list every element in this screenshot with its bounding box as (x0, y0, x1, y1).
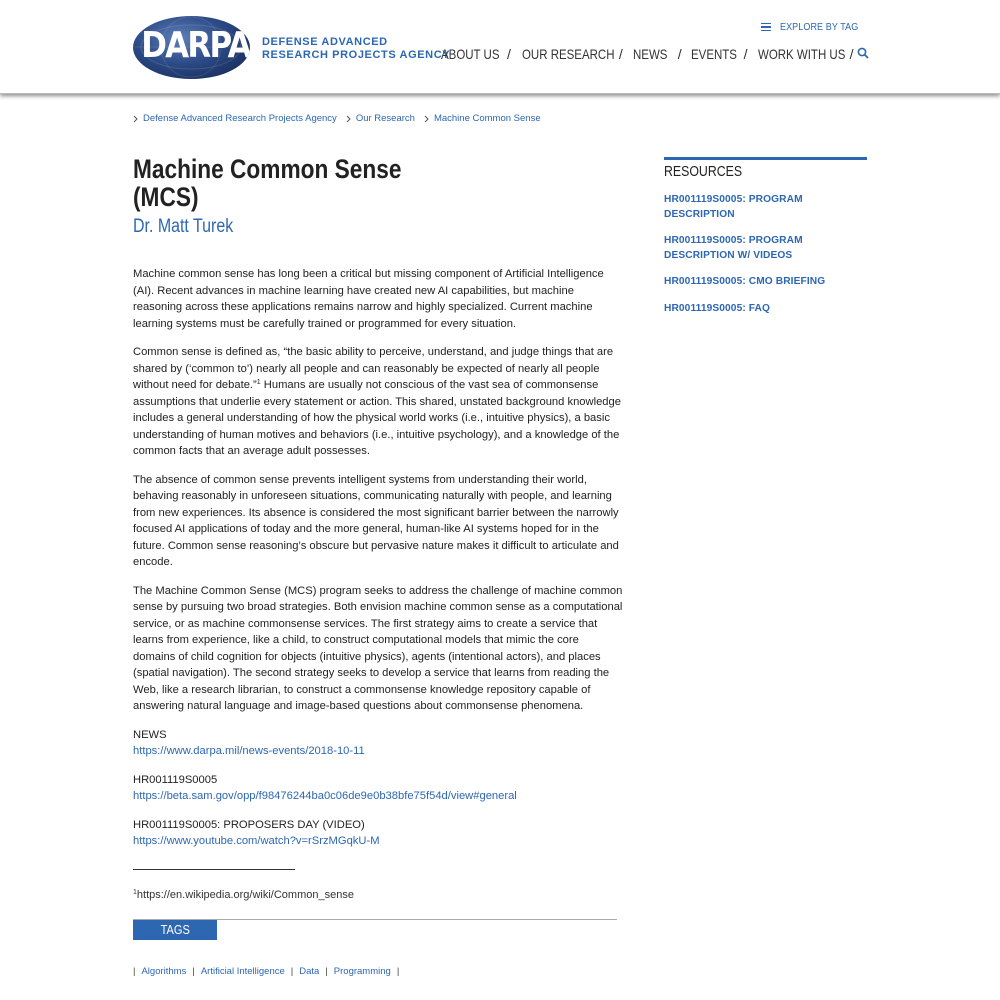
nav-separator: / (618, 46, 623, 62)
agency-name[interactable] (262, 36, 450, 62)
nav-separator: / (743, 46, 748, 62)
site-header (0, 0, 1000, 94)
nav-our-research[interactable]: OUR RESEARCH (521, 46, 615, 62)
nav-about-us[interactable]: ABOUT US (441, 46, 500, 62)
article-body (133, 266, 623, 862)
darpa-logo[interactable] (133, 16, 250, 79)
hamburger-menu-icon (761, 23, 771, 31)
chevron-right-icon (133, 115, 138, 123)
footnote-divider (133, 869, 295, 870)
tag-data[interactable]: Data (299, 966, 320, 977)
resources-heading: RESOURCES (664, 164, 743, 180)
related-link-video (133, 817, 623, 850)
paragraph-1: Machine common sense has long been a critical but missing component of Artificial Intelligence (AI). Recent advances in machine learning have created new AI capabilities, but machine reasoning across these applications remains narrow and highly specialized. Current machine learning systems must be carefully trained or programmed for every situation. (133, 268, 604, 330)
tag-separator: | (133, 966, 136, 977)
nav-separator: / (677, 46, 682, 62)
resource-program-description[interactable]: HR001119S0005: PROGRAM DESCRIPTION (664, 194, 803, 220)
breadcrumb-current[interactable]: Machine Common Sense (433, 113, 541, 124)
agency-line-1: DEFENSE ADVANCED (262, 36, 388, 48)
footnote-text: https://en.wikipedia.org/wiki/Common_sense (136, 889, 354, 901)
paragraph-3: The absence of common sense prevents intelligent systems from understanding their world, behaving reasonably in unforeseen situations, communicating naturally with people, and learning from new experiences. Its absence is considered the most significant barrier between the narrowly focused AI applications of today and the more general, human-like AI systems hoped for in the future. Common sense reasoning’s obscure but pervasive nature makes it difficult to articulate and encode. (133, 473, 619, 568)
tag-list (133, 966, 405, 977)
related-link-solicitation (133, 772, 623, 805)
paragraph-2-part-a: Common sense is defined as, “the basic ability to perceive, understand, and judge things that are shared by (‘common to’) nearly all people and can reasonably be expected of nearly all people without need for debate.” (133, 346, 614, 391)
footnote-ref: 1 (256, 379, 261, 386)
tags-heading-text: TAGS (160, 922, 190, 937)
tag-algorithms[interactable]: Algorithms (141, 966, 187, 977)
nav-events[interactable]: EVENTS (690, 46, 737, 62)
logo-text: DARPA (141, 25, 250, 66)
nav-separator: / (507, 46, 511, 62)
tag-artificial-intelligence[interactable]: Artificial Intelligence (200, 966, 285, 977)
breadcrumb (133, 113, 550, 124)
nav-work-with-us[interactable]: WORK WITH US (757, 46, 845, 62)
related-link-label: HR001119S0005: PROPOSERS DAY (VIDEO) (133, 818, 365, 831)
tag-separator: | (192, 966, 195, 977)
related-link-news (133, 727, 623, 760)
related-link-url[interactable]: https://beta.sam.gov/opp/f98476244ba0c06de9e0b38bfe75f54d/view#general (133, 790, 517, 802)
explore-by-tag-label: EXPLORE BY TAG (780, 21, 859, 33)
page-title-line-1: Machine Common Sense (133, 154, 402, 184)
footnote (133, 889, 354, 901)
footnote-number: 1 (133, 889, 137, 896)
resource-faq[interactable]: HR001119S0005: FAQ (664, 302, 771, 314)
page-title (133, 155, 410, 211)
nav-news[interactable]: NEWS (632, 46, 668, 62)
agency-line-2: RESEARCH PROJECTS AGENCY (262, 49, 451, 61)
breadcrumb-home[interactable]: Defense Advanced Research Projects Agency (143, 113, 337, 124)
chevron-right-icon (346, 115, 351, 123)
paragraph-2 (133, 344, 623, 460)
tags-heading (133, 920, 217, 940)
related-link-url[interactable]: https://www.youtube.com/watch?v=rSrzMGqkU-M (133, 835, 380, 847)
paragraph-4: The Machine Common Sense (MCS) program seeks to address the challenge of machine common sense by pursuing two broad strategies. Both envision machine common sense as a computational service, or as machine commonsense services. The first strategy aims to create a service that learns from experience, like a child, to construct computational models that mimic the core domains of child cognition for objects (intuitive physics), agents (intentional actors), and places (spatial navigation). The second strategy seeks to develop a service that learns from reading the Web, like a research librarian, to construct a commonsense knowledge repository capable of answering natural language and image-based questions about commonsense phenomena. (133, 584, 623, 712)
page-title-line-2: (MCS) (133, 182, 199, 212)
resources-list (664, 193, 834, 328)
related-link-label: HR001119S0005 (133, 773, 218, 786)
related-link-label: NEWS (133, 728, 167, 741)
program-manager-link[interactable]: Dr. Matt Turek (133, 216, 234, 237)
breadcrumb-our-research[interactable]: Our Research (355, 113, 415, 124)
nav-separator: / (849, 46, 854, 62)
paragraph-2-part-b: Humans are usually not conscious of the vast sea of commonsense assumptions that underlie every statement or action. This shared, unstated background knowledge includes a general understanding of how the physical world works (i.e., intuitive physics), a basic understanding of human motives and behaviors (i.e., intuitive psychology), and a knowledge of the common facts that an average adult possesses. (133, 379, 621, 457)
main-nav (441, 45, 853, 63)
related-link-url[interactable]: https://www.darpa.mil/news-events/2018-10-11 (133, 745, 365, 757)
resource-program-description-videos[interactable]: HR001119S0005: PROGRAM DESCRIPTION W/ VIDEOS (664, 235, 803, 261)
explore-by-tag-button[interactable] (761, 20, 867, 34)
tag-separator: | (396, 966, 400, 977)
tag-programming[interactable]: Programming (333, 966, 391, 977)
resource-cmo-briefing[interactable]: HR001119S0005: CMO BRIEFING (664, 276, 826, 287)
tag-separator: | (290, 966, 294, 977)
tag-separator: | (325, 966, 328, 977)
chevron-right-icon (424, 115, 429, 123)
resources-accent-bar (664, 157, 867, 160)
search-icon[interactable] (857, 47, 869, 59)
